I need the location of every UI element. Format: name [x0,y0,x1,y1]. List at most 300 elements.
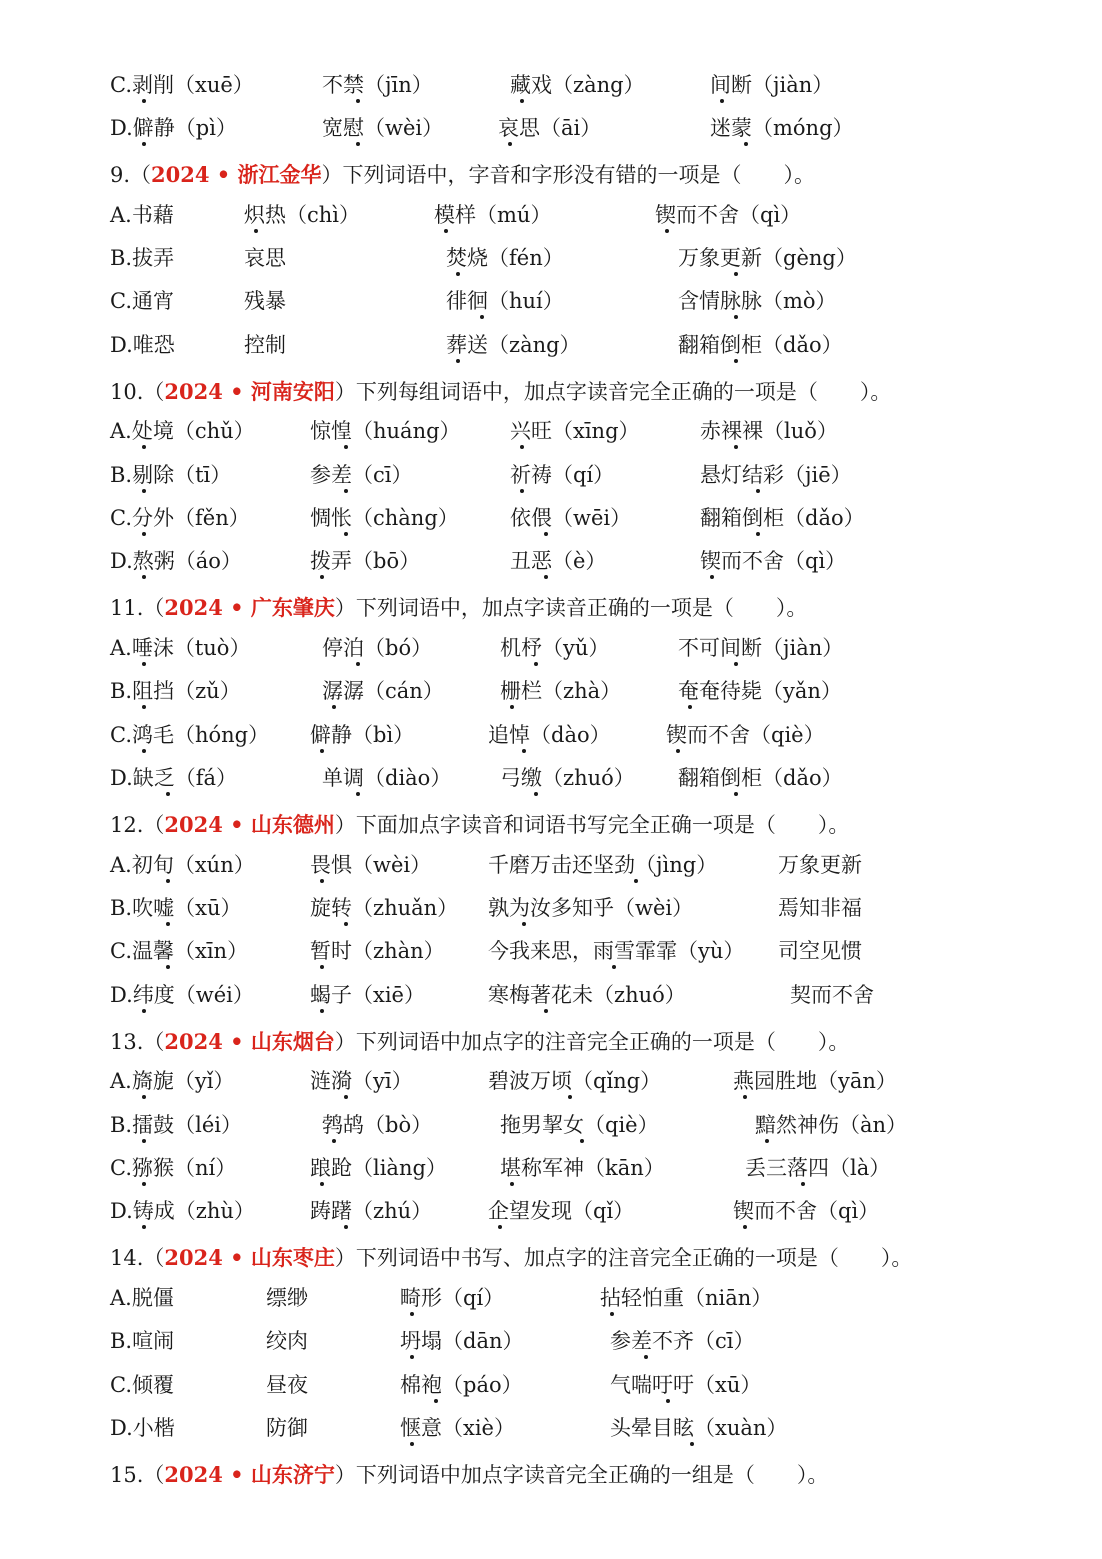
emphasis-dot [734,445,738,449]
option-text: D.唯恐 [110,333,175,357]
option-row [0,934,1102,968]
option-text: 堪称军神（kān） [500,1156,665,1180]
option-text: 焉知非福 [778,896,862,920]
emphasis-dot [142,1182,146,1186]
emphasis-dot [434,1399,438,1403]
emphasis-dot [510,705,514,709]
option-item [266,1281,308,1315]
question-source: 2024 • 山东德州 [164,812,335,837]
emphasis-dot [320,749,324,753]
emphasis-dot [756,489,760,493]
question-text [110,808,849,842]
option-row [0,414,1102,448]
emphasis-dot [522,749,526,753]
question-stem: ）下列每组词语中，加点字读音完全正确的一项是（ ）。 [334,380,892,404]
question-stem: ）下列词语中加点字读音完全正确的一组是（ ）。 [334,1463,829,1487]
emphasis-dot [320,965,324,969]
option-text: 锲而不舍（qì） [700,549,847,573]
question-stem: ）下列词语中书写、加点字的注音完全正确的一项是（ ）。 [334,1246,913,1270]
option-item [310,978,425,1012]
option-text: 拨弄（bō） [310,549,421,573]
emphasis-dot [456,359,460,363]
emphasis-dot [142,99,146,103]
option-row [0,198,1102,232]
emphasis-dot [743,1095,747,1099]
emphasis-dot [801,1182,805,1186]
option-text: 惊惶（huáng） [310,419,461,443]
emphasis-dot [612,965,616,969]
emphasis-dot [734,662,738,666]
option-item [310,458,412,492]
option-item [500,631,609,665]
option-item [400,1368,523,1402]
option-item [266,1368,308,1402]
question-line [0,375,1102,409]
option-row [0,674,1102,708]
option-item [666,718,825,752]
option-item [700,544,846,578]
option-text: 炽热（chì） [244,203,361,227]
emphasis-dot [410,1312,414,1316]
option-text: 锲而不舍（qì） [655,203,802,227]
option-text: 悬灯结彩（jiē） [700,463,852,487]
option-text: 焚烧（fén） [446,246,564,270]
option-row [0,458,1102,492]
option-item [498,111,601,145]
option-text: C.温馨（xīn） [110,939,249,963]
option-text: 锲而不舍（qì） [733,1199,880,1223]
option-item [322,674,444,708]
question-line [0,158,1102,192]
option-text: 徘徊（huí） [446,289,564,313]
question-text [110,591,807,625]
emphasis-dot [356,142,360,146]
option-text: 缥缈 [266,1286,308,1310]
option-text: 赤裸裸（luǒ） [700,419,838,443]
option-row [0,241,1102,275]
option-row [0,328,1102,362]
emphasis-dot [142,445,146,449]
option-item [310,1151,447,1185]
option-item [110,674,241,708]
option-item [778,848,862,882]
emphasis-dot [142,1139,146,1143]
emphasis-dot [610,1312,614,1316]
option-text: D.僻静（pì） [110,116,237,140]
emphasis-dot [332,1139,336,1143]
emphasis-dot [344,445,348,449]
emphasis-dot [456,272,460,276]
option-item [110,1194,255,1228]
question-number: 13.（ [110,1030,165,1054]
option-item [322,111,443,145]
emphasis-dot [690,1442,694,1446]
option-text: C.剥削（xuē） [110,73,254,97]
emphasis-dot [520,99,524,103]
emphasis-dot [410,1355,414,1359]
option-item [310,718,414,752]
emphasis-dot [344,922,348,926]
option-item [710,68,833,102]
option-text: 含情脉脉（mò） [678,289,837,313]
option-text: C.倾覆 [110,1373,174,1397]
option-item [733,1064,897,1098]
emphasis-dot [756,532,760,536]
option-text: 依偎（wēi） [510,506,632,530]
option-text: C.猕猴（ní） [110,1156,237,1180]
option-text: D.缺乏（fá） [110,766,238,790]
emphasis-dot [320,879,324,883]
question-text [110,158,815,192]
option-item [400,1324,524,1358]
option-item [488,718,611,752]
emphasis-dot [688,705,692,709]
option-item [400,1411,515,1445]
question-text [110,1025,849,1059]
question-line [0,808,1102,842]
option-item [510,544,606,578]
emphasis-dot [522,922,526,926]
option-item [110,284,174,318]
emphasis-dot [344,532,348,536]
option-text: 哀思 [244,246,286,270]
option-item [678,631,843,665]
option-text: 千磨万击还坚劲（jìng） [488,853,718,877]
option-item [310,544,420,578]
option-row [0,1368,1102,1402]
option-item [488,1194,634,1228]
option-text: 旋转（zhuǎn） [310,896,459,920]
option-text: 不可间断（jiàn） [678,636,844,660]
emphasis-dot [320,575,324,579]
option-text: 昼夜 [266,1373,308,1397]
option-item [500,674,621,708]
option-row [0,1064,1102,1098]
option-text: 拖男挈女（qiè） [500,1113,659,1137]
option-text: 暂时（zhàn） [310,939,445,963]
emphasis-dot [254,229,258,233]
emphasis-dot [744,142,748,146]
option-text: A.处境（chǔ） [110,419,255,443]
emphasis-dot [344,1095,348,1099]
option-text: 参差不齐（cī） [610,1329,755,1353]
emphasis-dot [166,792,170,796]
emphasis-dot [332,705,336,709]
option-text: 寒梅著花未（zhuó） [488,983,686,1007]
emphasis-dot [320,1009,324,1013]
option-text: 追悼（dào） [488,723,611,747]
question-number: 15.（ [110,1463,165,1487]
option-item [110,1324,174,1358]
option-text: 司空见惯 [778,939,862,963]
emphasis-dot [580,1139,584,1143]
question-stem: ）下列词语中，字音和字形没有错的一项是（ ）。 [321,163,816,187]
option-text: 碧波万顷（qǐng） [488,1069,662,1093]
emphasis-dot [410,1442,414,1446]
emphasis-dot [644,1355,648,1359]
emphasis-dot [734,792,738,796]
emphasis-dot [142,142,146,146]
option-item [266,1324,308,1358]
option-item [500,1151,665,1185]
option-text: 残暴 [244,289,286,313]
option-item [310,1064,413,1098]
option-text: 潺潺（cán） [322,679,444,703]
option-item [110,718,269,752]
option-text: 万象更新 [778,853,862,877]
option-item [110,761,237,795]
option-item [400,1281,504,1315]
option-row [0,718,1102,752]
option-item [110,631,250,665]
option-item [610,1411,787,1445]
option-row [0,284,1102,318]
option-item [745,1151,890,1185]
emphasis-dot [166,965,170,969]
option-text: A.旖旎（yǐ） [110,1069,235,1093]
option-text: 奄奄待毙（yǎn） [678,679,842,703]
option-text: 防御 [266,1416,308,1440]
option-item [110,68,254,102]
option-item [510,414,640,448]
option-row [0,111,1102,145]
question-line [0,1458,1102,1492]
option-item [244,284,286,318]
option-item [488,891,693,925]
option-text: 间断（jiàn） [710,73,834,97]
option-row [0,891,1102,925]
option-row [0,68,1102,102]
option-item [488,978,686,1012]
option-item [678,241,857,275]
question-stem: ）下面加点字读音和词语书写完全正确一项是（ ）。 [334,813,850,837]
option-item [310,501,459,535]
option-item [446,328,581,362]
option-item [434,198,551,232]
option-text: 绞肉 [266,1329,308,1353]
option-text: 惆怅（chàng） [310,506,459,530]
option-item [110,978,254,1012]
emphasis-dot [356,662,360,666]
option-item [322,1108,432,1142]
option-text: D.铸成（zhù） [110,1199,255,1223]
option-text: 鹁鸪（bò） [322,1113,433,1137]
emphasis-dot [544,1009,548,1013]
emphasis-dot [743,1225,747,1229]
option-item [488,934,744,968]
question-number: 10.（ [110,380,165,404]
emphasis-dot [508,142,512,146]
option-item [110,458,231,492]
option-row [0,544,1102,578]
option-item [244,328,286,362]
option-row [0,1151,1102,1185]
question-line [0,591,1102,625]
option-text: A.脱僵 [110,1286,174,1310]
option-row [0,1411,1102,1445]
option-row [0,1194,1102,1228]
question-text [110,375,891,409]
option-text: 丢三落四（là） [745,1156,891,1180]
option-text: B.吹嘘（xū） [110,896,242,920]
option-item [110,328,175,362]
option-text: 契而不舍 [790,983,874,1007]
question-stem: ）下列词语中加点字的注音完全正确的一项是（ ）。 [334,1030,850,1054]
option-item [610,1368,761,1402]
option-text: 葬送（zàng） [446,333,581,357]
option-text: 栅栏（zhà） [500,679,622,703]
option-item [733,1194,879,1228]
emphasis-dot [344,1225,348,1229]
emphasis-dot [142,1009,146,1013]
option-text: 丑恶（è） [510,549,607,573]
question-text [110,1241,912,1275]
option-item [110,1281,174,1315]
emphasis-dot [444,229,448,233]
emphasis-dot [480,315,484,319]
option-text: 控制 [244,333,286,357]
option-item [510,68,645,102]
option-item [110,241,174,275]
option-item [600,1281,772,1315]
option-item [322,761,451,795]
option-item [110,934,248,968]
emphasis-dot [534,792,538,796]
emphasis-dot [142,575,146,579]
option-item [266,1411,308,1445]
option-text: 企望发现（qǐ） [488,1199,635,1223]
option-item [110,111,237,145]
emphasis-dot [710,575,714,579]
question-number: 9.（ [110,163,152,187]
option-text: 万象更新（gèng） [678,246,857,270]
option-item [610,1324,754,1358]
option-text: 单调（diào） [322,766,452,790]
option-item [110,1411,175,1445]
option-text: 迷蒙（móng） [710,116,854,140]
option-text: A.初旬（xún） [110,853,255,877]
option-text: 今我来思，雨雪霏霏（yù） [488,939,745,963]
option-text: 拈轻怕重（niān） [600,1286,773,1310]
option-item [678,328,843,362]
question-source: 2024 • 浙江金华 [151,162,322,187]
question-source: 2024 • 山东枣庄 [164,1245,335,1270]
emphasis-dot [142,662,146,666]
emphasis-dot [510,1182,514,1186]
option-item [110,1108,242,1142]
emphasis-dot [142,1225,146,1229]
option-text: 畏惧（wèi） [310,853,432,877]
emphasis-dot [720,99,724,103]
option-item [778,934,862,968]
option-text: 黯然神伤（àn） [755,1113,908,1137]
emphasis-dot [676,749,680,753]
option-text: B.阻挡（zǔ） [110,679,241,703]
option-text: 惬意（xiè） [400,1416,515,1440]
option-item [110,848,255,882]
option-item [488,1064,661,1098]
question-source: 2024 • 山东济宁 [164,1462,335,1487]
option-item [700,458,852,492]
option-text: 祈祷（qí） [510,463,615,487]
option-item [510,458,614,492]
emphasis-dot [634,879,638,883]
option-text: C.鸿毛（hóng） [110,723,270,747]
option-item [678,761,843,795]
option-text: B.擂鼓（léi） [110,1113,242,1137]
option-text: 畸形（qí） [400,1286,505,1310]
question-number: 11.（ [110,596,165,620]
option-item [110,501,250,535]
emphasis-dot [142,489,146,493]
option-item [678,284,837,318]
emphasis-dot [734,359,738,363]
option-row [0,1324,1102,1358]
option-item [710,111,854,145]
option-item [110,414,255,448]
option-text: 棉袍（páo） [400,1373,523,1397]
question-text [110,1458,828,1492]
option-text: 兴旺（xīng） [510,419,640,443]
question-stem: ）下列词语中，加点字读音正确的一项是（ ）。 [334,596,808,620]
emphasis-dot [142,749,146,753]
option-item [310,414,461,448]
option-row [0,1281,1102,1315]
option-item [310,848,431,882]
option-item [110,544,242,578]
option-item [310,934,445,968]
emphasis-dot [734,315,738,319]
question-number: 14.（ [110,1246,165,1270]
option-text: 不禁（jīn） [322,73,433,97]
option-text: 参差（cī） [310,463,413,487]
option-item [110,891,241,925]
question-number: 12.（ [110,813,165,837]
option-item [755,1108,907,1142]
emphasis-dot [520,445,524,449]
question-line [0,1025,1102,1059]
option-text: 孰为汝多知乎（wèi） [488,896,694,920]
option-item [322,631,432,665]
option-item [488,848,717,882]
option-text: 踉跄（liàng） [310,1156,447,1180]
option-text: D.小楷 [110,1416,175,1440]
question-line [0,1241,1102,1275]
question-source: 2024 • 河南安阳 [164,379,335,404]
option-text: C.通宵 [110,289,174,313]
option-item [500,761,635,795]
option-item [244,198,360,232]
option-text: A.唾沫（tuò） [110,636,251,660]
option-row [0,761,1102,795]
emphasis-dot [320,1182,324,1186]
option-item [244,241,286,275]
emphasis-dot [666,1399,670,1403]
option-item [446,241,564,275]
option-item [700,414,838,448]
option-text: 蝎子（xiē） [310,983,425,1007]
option-item [110,1064,234,1098]
emphasis-dot [142,705,146,709]
option-text: 燕园胜地（yān） [733,1069,897,1093]
option-row [0,1108,1102,1142]
option-text: 翻箱倒柜（dǎo） [700,506,865,530]
emphasis-dot [534,662,538,666]
option-item [310,891,458,925]
option-text: 气喘吁吁（xū） [610,1373,762,1397]
emphasis-dot [142,532,146,536]
option-item [110,1151,236,1185]
